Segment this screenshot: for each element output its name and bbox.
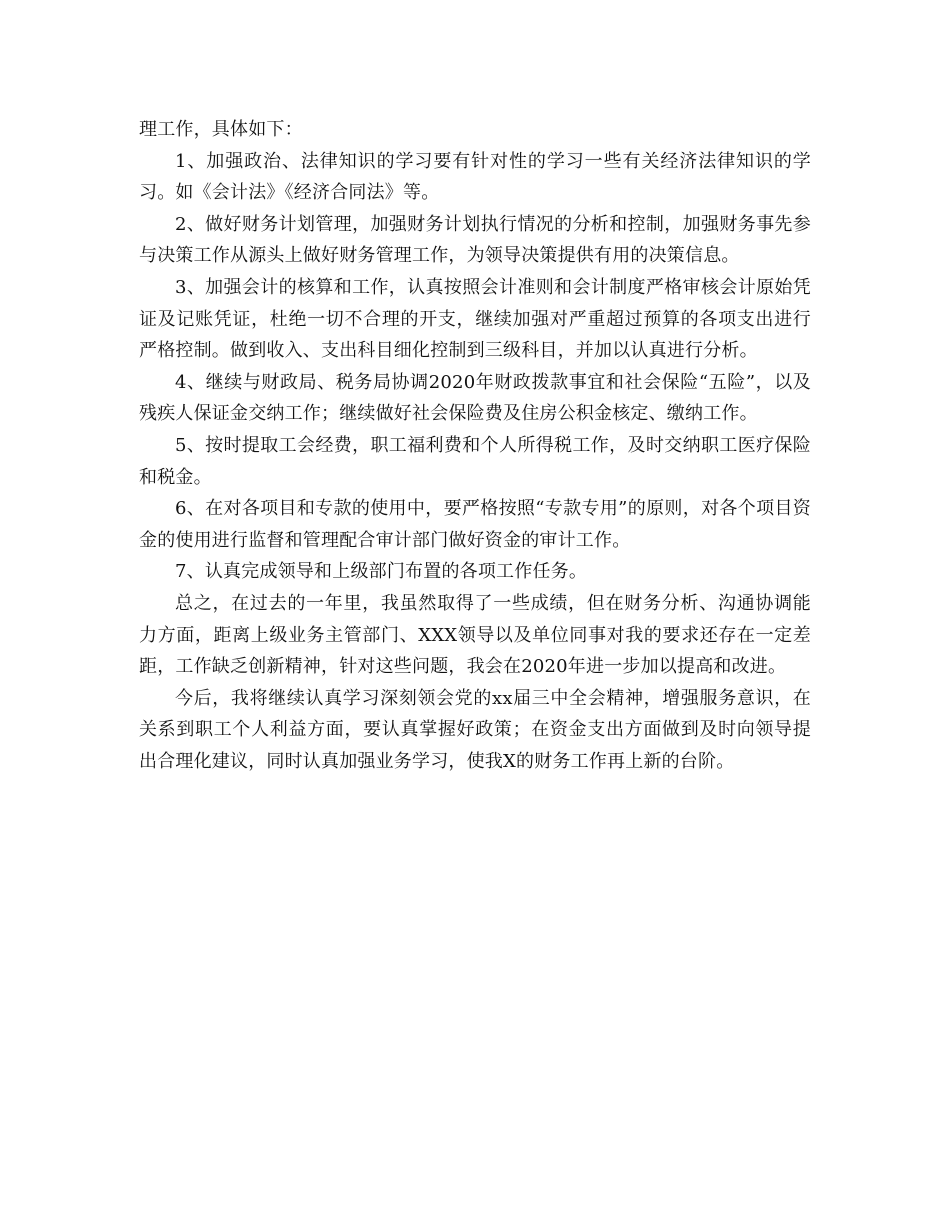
paragraph-item-7: 7、认真完成领导和上级部门布置的各项工作任务。: [175, 561, 588, 583]
paragraph-item-2: 2、做好财务计划管理，加强财务计划执行情况的分析和控制，加强财务事先参与决策工作从源头上做好财务管理工作，为领导决策提供有用的决策信息。: [139, 213, 811, 267]
paragraph-item-5: 5、按时提取工会经费，职工福利费和个人所得税工作，及时交纳职工医疗保险和税金。: [139, 434, 811, 488]
paragraph-item-6: 6、在对各项目和专款的使用中，要严格按照“专款专用”的原则，对各个项目资金的使用进行监督和管理配合审计部门做好资金的审计工作。: [139, 498, 811, 551]
paragraph-item-1: 1、加强政治、法律知识的学习要有针对性的学习一些有关经济法律知识的学习。如《会计法》《经济合同法》等。: [139, 150, 811, 204]
paragraph-item-3: 3、加强会计的核算和工作，认真按照会计准则和会计制度严格审核会计原始凭证及记账凭证，杜绝一切不合理的开支，继续加强对严重超过预算的各项支出进行严格控制。做到收入、支出科目细化控制到三级科目，并加以认真进行分析。: [139, 276, 811, 362]
paragraph-summary: 总之，在过去的一年里，我虽然取得了一些成绩，但在财务分析、沟通协调能力方面，距离上级业务主管部门、XXX领导以及单位同事对我的要求还存在一定差距，工作缺乏创新精神，针对这些问题，我会在2020年进一步加以提高和改进。: [139, 592, 811, 678]
document-body: [139, 114, 811, 777]
paragraph-continuation: 理工作，具体如下：: [139, 119, 303, 140]
paragraph-item-4: 4、继续与财政局、税务局协调2020年财政拨款事宜和社会保险“五险”，以及残疾人保证金交纳工作；继续做好社会保险费及住房公积金核定、缴纳工作。: [139, 371, 811, 425]
paragraph-future: 今后，我将继续认真学习深刻领会党的xx届三中全会精神，增强服务意识，在关系到职工个人利益方面，要认真掌握好政策；在资金支出方面做到及时向领导提出合理化建议，同时认真加强业务学习，使我X的财务工作再上新的台阶。: [139, 687, 811, 772]
